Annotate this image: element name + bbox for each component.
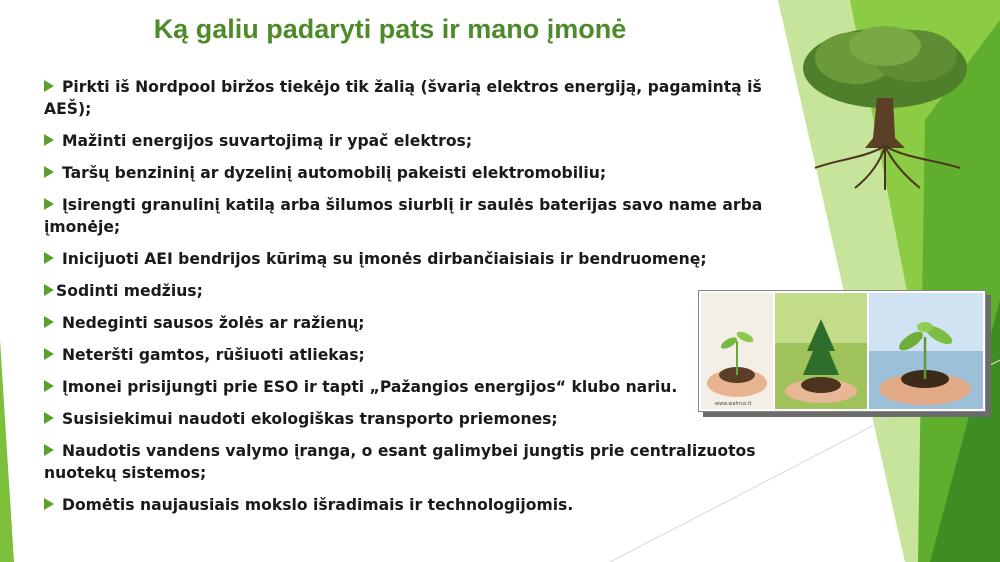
bullet-text: Naudotis vandens valymo įranga, o esant galimybei jungtis prie centralizuotos nuotekų sistemos; [44,442,756,482]
bullet-item [44,344,764,366]
bullet-text: Įsirengti granulinį katilą arba šilumos siurblį ir saulės baterijas savo name arba įmonėje; [44,196,763,236]
bullet-text: Taršų benzininį ar dyzelinį automobilį pakeisti elektromobiliu; [62,164,607,182]
bullet-item [44,376,764,398]
photo-strip [698,290,986,412]
bullet-item [44,248,764,270]
bullet-text: Mažinti energijos suvartojimą ir ypač elektros; [62,132,473,150]
right-triangle-arrow-icon [44,348,54,360]
bullet-item [44,408,764,430]
right-triangle-arrow-icon [44,134,54,146]
tree-illustration [795,18,975,193]
seedling-in-hands-photo [701,293,773,409]
bullet-item [44,440,764,484]
right-triangle-arrow-icon [44,166,54,178]
slide-title: Ką galiu padaryti pats ir mano įmonė [153,14,627,44]
bullet-text: Nedeginti sausos žolės ar ražienų; [62,314,365,332]
bullet-item [44,76,764,120]
bullet-text: Neteršti gamtos, rūšiuoti atliekas; [62,346,365,364]
right-triangle-arrow-icon [44,80,54,92]
right-triangle-arrow-icon [44,252,54,264]
bullet-item [44,312,764,334]
right-triangle-arrow-icon [44,380,54,392]
young-fir-in-hands-photo [775,293,867,409]
sprout-in-hands-photo [869,293,983,409]
photo-watermark: www.wahrus.lt [715,401,752,407]
bullet-item [44,280,764,302]
right-triangle-arrow-icon [44,316,54,328]
bullet-text: Susisiekimui naudoti ekologiškas transporto priemones; [62,410,558,428]
bullet-text: Įmonei prisijungti prie ESO ir tapti „Pažangios energijos“ klubo nariu. [62,378,678,396]
right-triangle-arrow-icon [44,444,54,456]
right-triangle-arrow-icon [44,284,54,296]
bullet-item [44,162,764,184]
bullet-text: Inicijuoti AEI bendrijos kūrimą su įmonės dirbančiaisiais ir bendruomenę; [62,250,707,268]
bullet-item [44,194,764,238]
right-triangle-arrow-icon [44,198,54,210]
bullet-text: Pirkti iš Nordpool biržos tiekėjo tik žalią (švarią elektros energiją, pagamintą iš AEŠ); [44,78,762,118]
deco-left-sliver [0,340,14,562]
bullet-text: Sodinti medžius; [56,282,203,300]
right-triangle-arrow-icon [44,498,54,510]
bullet-item [44,494,764,516]
bullet-text: Domėtis naujausiais mokslo išradimais ir technologijomis. [62,496,574,514]
photo-strip-graphics [699,291,985,411]
right-triangle-arrow-icon [44,412,54,424]
bullet-list [44,76,764,526]
bullet-item [44,130,764,152]
